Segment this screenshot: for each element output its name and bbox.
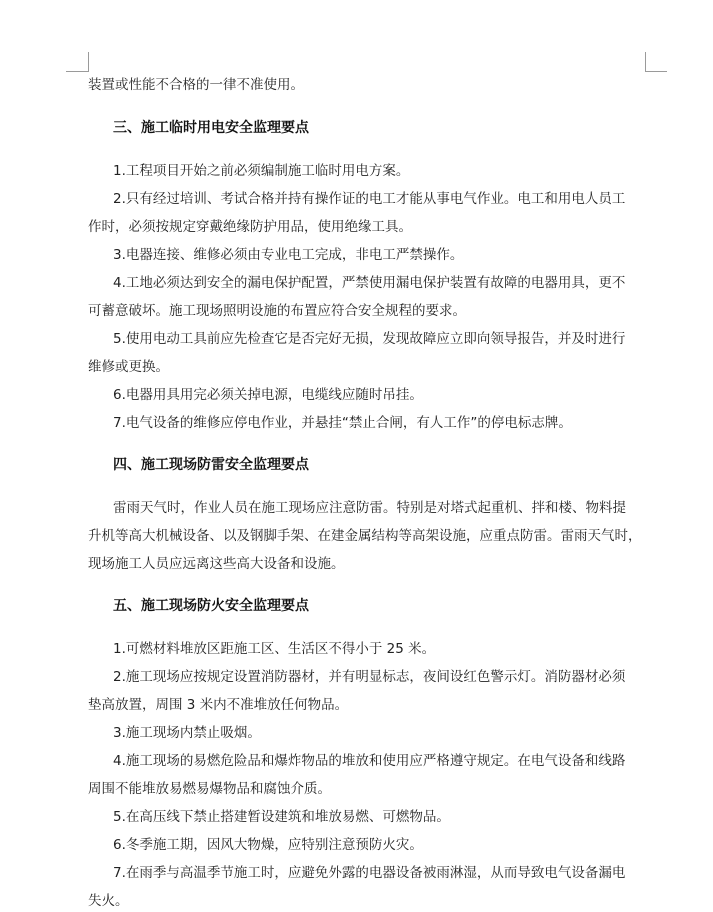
margin-corner-mark-right	[645, 52, 646, 72]
section5-line: 1.可燃材料堆放区距施工区、生活区不得小于 25 米。	[113, 641, 436, 657]
section3-line: 6.电器用具用完必须关掉电源，电缆线应随时吊挂。	[113, 387, 423, 403]
margin-corner-mark-right-h	[645, 71, 667, 72]
section5-line: 5.在高压线下禁止搭建暂设建筑和堆放易燃、可燃物品。	[113, 809, 450, 825]
section5-line: 失火。	[88, 893, 129, 909]
section4-line: 升机等高大机械设备、以及钢脚手架、在建金属结构等高架设施，应重点防雷。雷雨天气时，	[88, 528, 642, 544]
continuation-text: 装置或性能不合格的一律不准使用。	[88, 77, 304, 93]
section5-line: 7.在雨季与高温季节施工时，应避免外露的电器设备被雨淋湿，从而导致电气设备漏电	[113, 865, 626, 881]
section3-line: 维修或更换。	[88, 359, 169, 375]
section4-line: 现场施工人员应远离这些高大设备和设施。	[88, 556, 345, 572]
margin-corner-mark-left	[88, 52, 89, 72]
section5-heading: 五、施工现场防火安全监理要点	[113, 598, 309, 614]
section3-heading: 三、施工临时用电安全监理要点	[113, 120, 309, 136]
section5-line: 4.施工现场的易燃危险品和爆炸物品的堆放和使用应严格遵守规定。在电气设备和线路	[113, 753, 626, 769]
section3-line: 可蓄意破坏。施工现场照明设施的布置应符合安全规程的要求。	[88, 303, 466, 319]
section3-line: 3.电器连接、维修必须由专业电工完成，非电工严禁操作。	[113, 247, 464, 263]
section3-line: 1.工程项目开始之前必须编制施工临时用电方案。	[113, 163, 410, 179]
section5-line: 6.冬季施工期，因风大物燥，应特别注意预防火灾。	[113, 837, 423, 853]
section4-line: 雷雨天气时，作业人员在施工现场应注意防雷。特别是对塔式起重机、拌和楼、物料提	[113, 500, 626, 516]
section3-line: 2.只有经过培训、考试合格并持有操作证的电工才能从事电气作业。电工和用电人员工	[113, 191, 626, 207]
section5-line: 垫高放置，周围 3 米内不准堆放任何物品。	[88, 697, 349, 713]
section3-line: 作时，必须按规定穿戴绝缘防护用品，使用绝缘工具。	[88, 219, 412, 235]
section3-line: 5.使用电动工具前应先检查它是否完好无损，发现故障应立即向领导报告，并及时进行	[113, 331, 626, 347]
section5-line: 2.施工现场应按规定设置消防器材，并有明显标志，夜间设红色警示灯。消防器材必须	[113, 669, 626, 685]
section3-line: 7.电气设备的维修应停电作业，并悬挂“禁止合闸，有人工作”的停电标志牌。	[113, 415, 572, 431]
margin-corner-mark-left-h	[66, 71, 88, 72]
section5-line: 3.施工现场内禁止吸烟。	[113, 725, 261, 741]
section5-line: 周围不能堆放易燃易爆物品和腐蚀介质。	[88, 781, 331, 797]
section4-heading: 四、施工现场防雷安全监理要点	[113, 457, 309, 473]
section3-line: 4.工地必须达到安全的漏电保护配置，严禁使用漏电保护装置有故障的电器用具，更不	[113, 275, 626, 291]
